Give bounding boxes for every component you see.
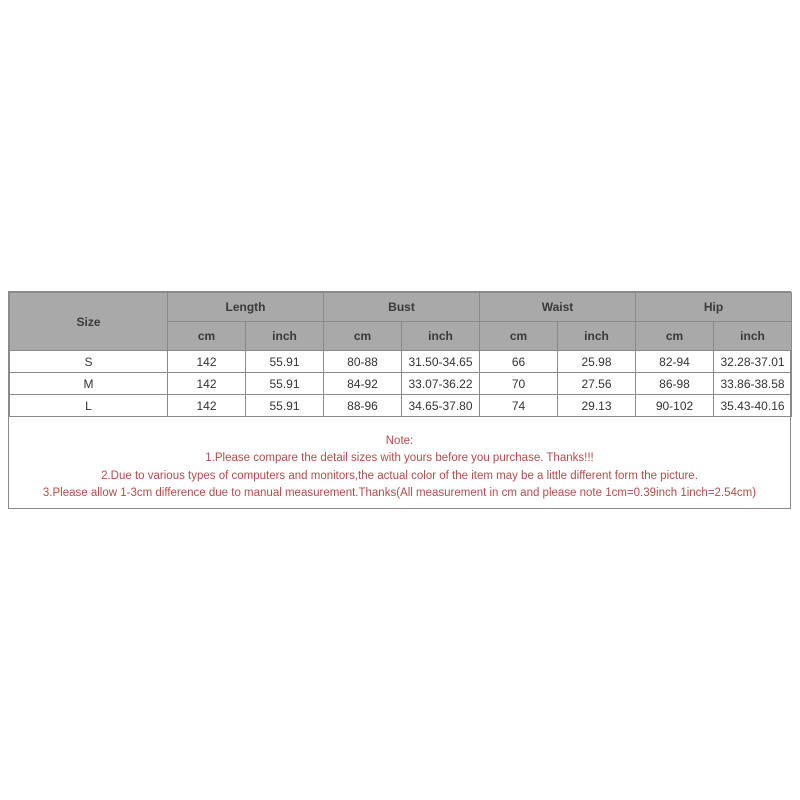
table-row-m: [10, 373, 792, 395]
size-header: Size: [10, 293, 168, 351]
header-row-groups: [10, 293, 792, 322]
group-header-bust: Bust: [324, 293, 480, 322]
table-cell: 142: [168, 395, 246, 417]
size-table: [9, 292, 792, 417]
group-header-hip: Hip: [636, 293, 792, 322]
table-cell: 84-92: [324, 373, 402, 395]
table-cell: 55.91: [246, 351, 324, 373]
table-cell: 32.28-37.01: [714, 351, 792, 373]
note-line-3: 3.Please allow 1-3cm difference due to manual measurement.Thanks(All measurement in cm and please note 1cm=0.39inch 1inch=2.54cm): [42, 487, 757, 499]
table-cell: 25.98: [558, 351, 636, 373]
table-cell: 88-96: [324, 395, 402, 417]
table-cell: 34.65-37.80: [402, 395, 480, 417]
table-cell: 33.86-38.58: [714, 373, 792, 395]
table-cell: 27.56: [558, 373, 636, 395]
table-cell: 31.50-34.65: [402, 351, 480, 373]
note-title: Note:: [385, 434, 414, 447]
unit-header: cm: [480, 322, 558, 351]
unit-header: inch: [714, 322, 792, 351]
note-line-1: 1.Please compare the detail sizes with yours before you purchase. Thanks!!!: [205, 452, 594, 464]
table-cell: 33.07-36.22: [402, 373, 480, 395]
group-header-waist: Waist: [480, 293, 636, 322]
unit-header: inch: [558, 322, 636, 351]
table-cell: 74: [480, 395, 558, 417]
table-cell: 55.91: [246, 395, 324, 417]
table-cell: 82-94: [636, 351, 714, 373]
unit-header: inch: [402, 322, 480, 351]
table-cell: 142: [168, 373, 246, 395]
size-cell: S: [10, 351, 168, 373]
table-row-l: [10, 395, 792, 417]
table-cell: 66: [480, 351, 558, 373]
unit-header: cm: [168, 322, 246, 351]
table-cell: 80-88: [324, 351, 402, 373]
table-cell: 142: [168, 351, 246, 373]
note-line-2: 2.Due to various types of computers and monitors,the actual color of the item may be a little different form the picture.: [101, 469, 698, 482]
size-chart: [8, 291, 791, 509]
unit-header: inch: [246, 322, 324, 351]
unit-header: cm: [324, 322, 402, 351]
notes-section: [9, 417, 790, 508]
table-cell: 55.91: [246, 373, 324, 395]
table-cell: 90-102: [636, 395, 714, 417]
table-cell: 70: [480, 373, 558, 395]
table-cell: 29.13: [558, 395, 636, 417]
unit-header: cm: [636, 322, 714, 351]
size-cell: M: [10, 373, 168, 395]
table-cell: 35.43-40.16: [714, 395, 792, 417]
table-row-s: [10, 351, 792, 373]
size-cell: L: [10, 395, 168, 417]
group-header-length: Length: [168, 293, 324, 322]
table-cell: 86-98: [636, 373, 714, 395]
